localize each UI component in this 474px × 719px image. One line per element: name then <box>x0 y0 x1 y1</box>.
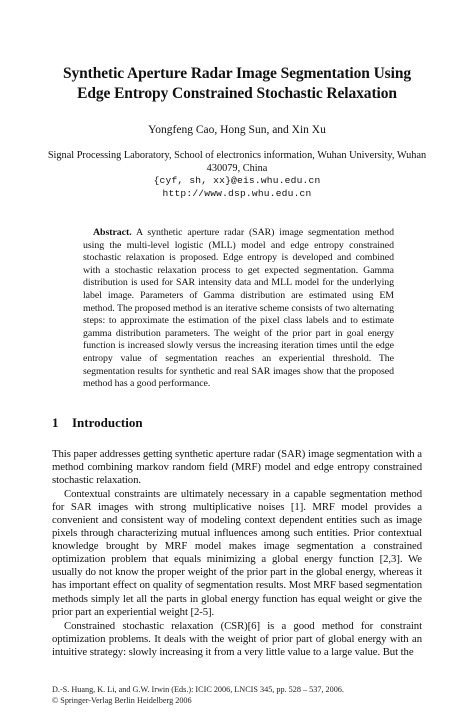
publication-footnote <box>52 684 432 706</box>
body-paragraph-3: Constrained stochastic relaxation (CSR)[6] is a good method for constraint optimization problems. It deals with the weight of prior part of global energy with an intuitive strategy: slowly increasing it from a very little value to a large value. But the <box>52 619 422 658</box>
paper-title <box>34 64 440 104</box>
body-paragraph-1: This paper addresses getting synthetic aperture radar (SAR) image segmentation with a method combining markov random field (MRF) model and edge entropy constrained stochastic relaxation. <box>52 448 422 487</box>
footnote-citation: D.-S. Huang, K. Li, and G.W. Irwin (Eds.): ICIC 2006, LNCIS 345, pp. 528 – 537, 2006. <box>52 685 344 694</box>
section-title: Introduction <box>72 415 143 430</box>
affiliation-line-1: Signal Processing Laboratory, School of electronics information, Wuhan University, Wuhan <box>47 150 427 161</box>
affiliation-line-2: 430079, China <box>206 162 268 174</box>
introduction-body <box>52 448 422 660</box>
section-heading <box>52 415 143 431</box>
section-number: 1 <box>52 415 59 430</box>
author-affiliation <box>40 150 434 200</box>
body-paragraph-2: Contextual constraints are ultimately necessary in a capable segmentation method for SAR images with strong multiplicative noises [1]. MRF model provides a convenient and consistent way of modeling context dependent entities such as image pixels through characterizing mutual influences among such entities. Prior contextual knowledge brought by MRF model makes image segmentation a constrained optimization problem that equals minimizing a global energy function [2,3]. We usually do not know the proper weight of the prior part in the global energy, whereas it has important effect on quality of segmentation results. Most MRF based segmentation methods simply let all the parts in global energy function has equal weight or give the prior part an experiential weight [2-5]. <box>52 488 422 618</box>
paper-authors: Yongfeng Cao, Hong Sun, and Xin Xu <box>148 124 326 136</box>
abstract-block <box>83 227 394 391</box>
author-website: http://www.dsp.whu.edu.cn <box>162 187 312 199</box>
abstract-label: Abstract. <box>93 227 132 238</box>
abstract-text: A synthetic aperture radar (SAR) image segmentation method using the multi-level logistic (MLL) model and edge entropy constrained stochastic relaxation is proposed. Edge entropy is developed and combined with a stochastic relaxation process to get expected segmentation. Gamma distribution is used for SAR intensity data and MLL model for the underlying label image. Parameters of Gamma distribution are estimated using EM method. The proposed method is an iterative scheme consists of two alternating steps: to approximate the estimation of the pixel class labels and to estimate gamma distribution parameters. The weight of the prior part in goal energy function is increased slowly versus the increasing iteration times until the edge entropy value of segmentation reaches an experiential threshold. The segmentation results for synthetic and real SAR images show that the proposed method has a good performance. <box>83 227 394 390</box>
footnote-copyright: © Springer-Verlag Berlin Heidelberg 2006 <box>52 696 192 705</box>
paper-title-line-2: Edge Entropy Constrained Stochastic Relaxation <box>77 85 397 102</box>
author-email: {cyf, sh, xx}@eis.whu.edu.cn <box>153 175 321 186</box>
paper-title-line-1: Synthetic Aperture Radar Image Segmentation Using <box>62 65 411 82</box>
